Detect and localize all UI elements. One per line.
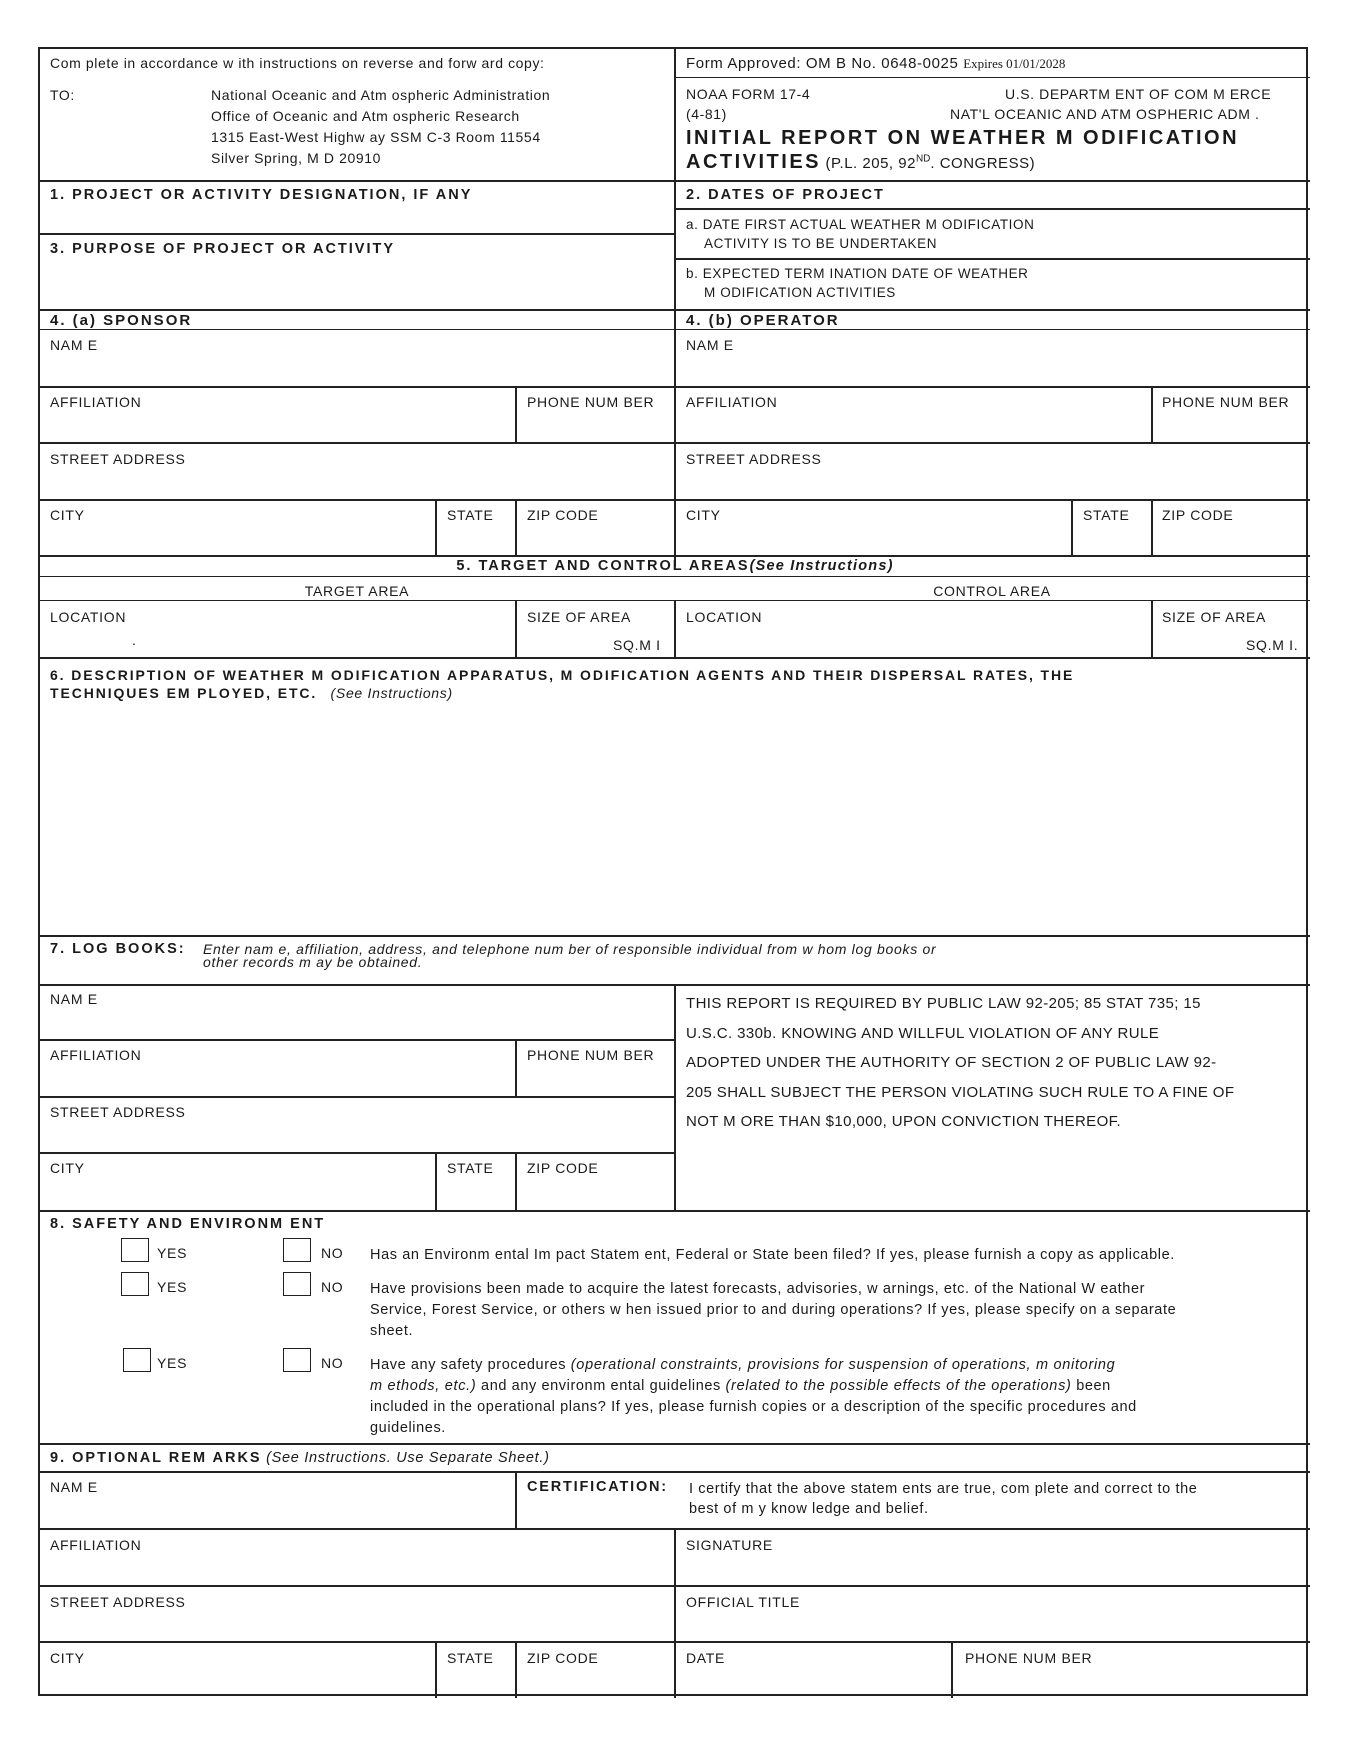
target-size-label: SIZE OF AREA	[527, 609, 632, 625]
termination-date-label: b. EXPECTED TERM INATION DATE OF WEATHER	[686, 266, 1029, 281]
control-size-field[interactable]	[1154, 627, 1242, 655]
divider	[515, 1471, 517, 1528]
optional-remarks-field[interactable]	[676, 1447, 1308, 1467]
weather-modification-form	[38, 47, 1308, 1696]
sponsor-name-field[interactable]	[42, 355, 672, 383]
divider	[40, 1471, 1310, 1473]
divider	[40, 386, 1310, 388]
question-line: m ethods, etc.) and any environm ental guidelines (related to the possible effects of the operations) been	[370, 1378, 1111, 1394]
target-location-field[interactable]	[42, 627, 512, 655]
safety-no-checkbox[interactable]	[283, 1348, 311, 1372]
sponsor-label: 4. (a) SPONSOR	[50, 312, 193, 329]
target-size-field[interactable]	[518, 627, 608, 655]
legal-notice-line: NOT M ORE THAN $10,000, UPON CONVICTION THEREOF.	[686, 1113, 1122, 1130]
control-area-heading: CONTROL AREA	[933, 583, 1051, 599]
section-9-label: 9. OPTIONAL REM ARKS (See Instructions. Use Separate Sheet.)	[50, 1450, 550, 1466]
divider	[515, 386, 517, 442]
safety-yes-checkbox[interactable]	[123, 1348, 151, 1372]
operator-zip-label: ZIP CODE	[1162, 507, 1234, 523]
divider	[674, 309, 676, 567]
divider	[1151, 600, 1153, 657]
certification-label: CERTIFICATION:	[527, 1479, 668, 1495]
operator-affiliation-label: AFFILIATION	[686, 394, 778, 410]
remarks-city-field[interactable]	[42, 1668, 432, 1694]
signature-label: SIGNATURE	[686, 1537, 773, 1553]
expiration-date: Expires 01/01/2028	[963, 56, 1066, 71]
control-location-field[interactable]	[677, 627, 1147, 655]
certifier-phone-label: PHONE NUM BER	[965, 1650, 1093, 1666]
sponsor-state-field[interactable]	[438, 525, 512, 553]
divider	[674, 600, 676, 657]
sponsor-name-label: NAM E	[50, 337, 98, 353]
termination-date-field[interactable]	[1100, 261, 1308, 305]
section-6-label: 6. DESCRIPTION OF WEATHER M ODIFICATION APPARATUS, M ODIFICATION AGENTS AND THEIR DISPERSAL RATES, THE	[50, 667, 1075, 683]
section-2-label: 2. DATES OF PROJECT	[686, 187, 885, 203]
section-1-label: 1. PROJECT OR ACTIVITY DESIGNATION, IF ANY	[50, 187, 473, 203]
divider	[674, 49, 676, 183]
date-label: DATE	[686, 1650, 726, 1666]
log-books-note-cont: other records m ay be obtained.	[203, 954, 423, 970]
sponsor-phone-field[interactable]	[518, 412, 672, 440]
log-city-field[interactable]	[42, 1178, 432, 1206]
question-line: Have provisions been made to acquire the latest forecasts, advisories, w arnings, etc. of the National W eather	[370, 1281, 1146, 1297]
sponsor-zip-field[interactable]	[518, 525, 672, 553]
sponsor-state-label: STATE	[447, 507, 494, 523]
divider	[674, 180, 676, 316]
divider	[40, 1210, 1310, 1212]
operator-affiliation-field[interactable]	[677, 412, 1147, 440]
target-sqmi-unit: SQ.M I	[613, 637, 661, 653]
date-field[interactable]	[677, 1668, 948, 1694]
operator-name-label: NAM E	[686, 337, 734, 353]
divider	[515, 600, 517, 657]
eis-yes-label: YES	[157, 1245, 188, 1261]
project-purpose-field[interactable]	[42, 259, 672, 311]
operator-phone-label: PHONE NUM BER	[1162, 394, 1290, 410]
divider	[40, 657, 1310, 659]
log-city-label: CITY	[50, 1160, 85, 1176]
section-8-label: 8. SAFETY AND ENVIRONM ENT	[50, 1216, 326, 1232]
sponsor-street-label: STREET ADDRESS	[50, 451, 186, 467]
control-location-label: LOCATION	[686, 609, 763, 625]
section-6-label-cont: TECHNIQUES EM PLOYED, ETC. (See Instructions)	[50, 685, 453, 701]
divider	[435, 1152, 437, 1210]
legal-notice	[686, 989, 1234, 1137]
log-street-field[interactable]	[42, 1122, 672, 1150]
instructions-text: Com plete in accordance w ith instructions on reverse and forw ard copy:	[50, 55, 545, 71]
legal-notice-line: 205 SHALL SUBJECT THE PERSON VIOLATING SUCH RULE TO A FINE OF	[686, 1083, 1235, 1101]
divider	[951, 1641, 953, 1698]
divider	[435, 499, 437, 555]
remarks-city-label: CITY	[50, 1650, 85, 1666]
eis-no-label: NO	[321, 1245, 344, 1261]
divider	[515, 1152, 517, 1210]
log-name-field[interactable]	[42, 1009, 672, 1037]
omb-number: Form Approved: OM B No. 0648-0025 Expires 01/01/2028	[686, 55, 1066, 72]
sponsor-city-label: CITY	[50, 507, 85, 523]
divider	[40, 1585, 1310, 1587]
form-number: NOAA FORM 17-4	[686, 86, 811, 102]
control-size-label: SIZE OF AREA	[1162, 609, 1267, 625]
log-street-label: STREET ADDRESS	[50, 1104, 186, 1120]
operator-state-field[interactable]	[1074, 525, 1148, 553]
divider	[1151, 386, 1153, 442]
safety-yes-label: YES	[157, 1355, 188, 1371]
form-title: INITIAL REPORT ON WEATHER M ODIFICATION	[686, 127, 1240, 149]
sponsor-street-field[interactable]	[42, 469, 672, 497]
certifier-phone-field[interactable]	[954, 1668, 1308, 1694]
question-line: included in the operational plans? If yes, please furnish copies or a description of the specific procedures and	[370, 1399, 1137, 1415]
sponsor-zip-label: ZIP CODE	[527, 507, 599, 523]
section-5-label: 5. TARGET AND CONTROL AREAS(See Instructions)	[456, 558, 894, 574]
forecasts-yes-label: YES	[157, 1279, 188, 1295]
sponsor-phone-label: PHONE NUM BER	[527, 394, 655, 410]
operator-street-field[interactable]	[677, 469, 1308, 497]
control-sqmi-unit: SQ.M I.	[1246, 637, 1299, 653]
section-7-label: 7. LOG BOOKS:	[50, 941, 186, 957]
log-books-note: Enter nam e, affiliation, address, and telephone num ber of responsible individual from w hom log books or	[203, 941, 937, 957]
divider	[40, 1039, 674, 1041]
divider	[674, 258, 1310, 260]
official-title-label: OFFICIAL TITLE	[686, 1594, 801, 1610]
divider	[674, 1528, 676, 1698]
divider	[40, 329, 1310, 330]
sponsor-affiliation-label: AFFILIATION	[50, 394, 142, 410]
to-label: TO:	[50, 87, 75, 103]
operator-phone-field[interactable]	[1154, 412, 1308, 440]
operator-city-field[interactable]	[677, 525, 1068, 553]
eis-yes-checkbox[interactable]	[121, 1238, 149, 1262]
question-line: Service, Forest Service, or others w hen issued prior to and during operations? If yes, please specify on a separate	[370, 1302, 1177, 1318]
divider	[40, 499, 1310, 501]
divider	[674, 77, 1310, 78]
legal-notice-line: U.S.C. 330b. KNOWING AND WILLFUL VIOLATION OF ANY RULE	[686, 1024, 1160, 1042]
signature-field[interactable]	[677, 1555, 1308, 1583]
sponsor-city-field[interactable]	[42, 525, 432, 553]
operator-street-label: STREET ADDRESS	[686, 451, 822, 467]
remarks-state-label: STATE	[447, 1650, 494, 1666]
divider	[674, 208, 1310, 210]
official-title-field[interactable]	[677, 1612, 1308, 1640]
log-name-label: NAM E	[50, 991, 98, 1007]
divider	[40, 1641, 1310, 1643]
divider	[40, 233, 674, 235]
question-line: guidelines.	[370, 1420, 446, 1436]
divider	[40, 935, 1310, 937]
divider	[515, 1641, 517, 1698]
date-first-label-cont: ACTIVITY IS TO BE UNDERTAKEN	[704, 236, 938, 251]
log-affiliation-label: AFFILIATION	[50, 1047, 142, 1063]
target-location-label: LOCATION	[50, 609, 127, 625]
divider	[40, 1096, 674, 1098]
remarks-zip-field[interactable]	[518, 1668, 672, 1694]
forecasts-question	[370, 1279, 1176, 1342]
certification-line: I certify that the above statem ents are true, com plete and correct to the	[689, 1481, 1198, 1497]
question-line: sheet.	[370, 1323, 414, 1339]
forecasts-no-label: NO	[321, 1279, 344, 1295]
legal-notice-line: ADOPTED UNDER THE AUTHORITY OF SECTION 2 OF PUBLIC LAW 92-	[686, 1054, 1217, 1071]
log-state-label: STATE	[447, 1160, 494, 1176]
divider	[40, 1443, 1310, 1445]
operator-name-field[interactable]	[677, 355, 1308, 383]
operator-state-label: STATE	[1083, 507, 1130, 523]
divider	[435, 1641, 437, 1698]
log-affiliation-field[interactable]	[42, 1065, 512, 1093]
log-state-field[interactable]	[438, 1178, 512, 1206]
remarks-zip-label: ZIP CODE	[527, 1650, 599, 1666]
form-date: (4-81)	[686, 106, 727, 122]
form-title-line2: ACTIVITIES (P.L. 205, 92ND. CONGRESS)	[686, 151, 1036, 173]
eis-no-checkbox[interactable]	[283, 1238, 311, 1262]
log-zip-field[interactable]	[518, 1178, 672, 1206]
divider	[1151, 499, 1153, 555]
divider	[1071, 499, 1073, 555]
remarks-name-field[interactable]	[42, 1497, 512, 1525]
date-first-label: a. DATE FIRST ACTUAL WEATHER M ODIFICATION	[686, 217, 1035, 232]
remarks-state-field[interactable]	[438, 1668, 512, 1694]
divider	[40, 1152, 674, 1154]
remarks-affiliation-label: AFFILIATION	[50, 1537, 142, 1553]
remarks-street-label: STREET ADDRESS	[50, 1594, 186, 1610]
remarks-affiliation-field[interactable]	[42, 1555, 672, 1583]
forecasts-yes-checkbox[interactable]	[121, 1272, 149, 1296]
safety-no-label: NO	[321, 1355, 344, 1371]
target-area-heading: TARGET AREA	[304, 583, 410, 599]
agency-name: NAT'L OCEANIC AND ATM OSPHERIC ADM .	[950, 106, 1260, 122]
legal-notice-line: THIS REPORT IS REQUIRED BY PUBLIC LAW 92-205; 85 STAT 735; 15	[686, 995, 1201, 1012]
operator-label: 4. (b) OPERATOR	[686, 312, 840, 329]
eis-question: Has an Environm ental Im pact Statem ent, Federal or State been filed? If yes, please furnish a copy as applicable.	[370, 1247, 1175, 1263]
project-designation-field[interactable]	[42, 205, 672, 229]
date-first-field[interactable]	[1100, 211, 1308, 255]
remarks-name-label: NAM E	[50, 1479, 98, 1495]
log-zip-label: ZIP CODE	[527, 1160, 599, 1176]
operator-zip-field[interactable]	[1154, 525, 1308, 553]
address-line: Silver Spring, M D 20910	[211, 150, 382, 166]
safety-question	[370, 1355, 1137, 1439]
operator-city-label: CITY	[686, 507, 721, 523]
certification-text	[689, 1479, 1197, 1519]
address-line: Office of Oceanic and Atm ospheric Research	[211, 108, 520, 124]
target-location-mark: .	[132, 632, 137, 648]
address-line: 1315 East-West Highw ay SSM C-3 Room 11554	[211, 129, 541, 145]
address-line: National Oceanic and Atm ospheric Administration	[211, 87, 551, 103]
divider	[40, 576, 1310, 577]
divider	[515, 1039, 517, 1096]
divider	[674, 984, 676, 1210]
certification-line: best of m y know ledge and belief.	[689, 1501, 929, 1517]
log-phone-field[interactable]	[518, 1065, 672, 1093]
termination-date-label-cont: M ODIFICATION ACTIVITIES	[704, 285, 896, 300]
divider	[515, 499, 517, 555]
question-line: Have any safety procedures (operational constraints, provisions for suspension of operations, m onitoring	[370, 1357, 1116, 1373]
sponsor-affiliation-field[interactable]	[42, 412, 512, 440]
log-phone-label: PHONE NUM BER	[527, 1047, 655, 1063]
remarks-street-field[interactable]	[42, 1612, 672, 1640]
divider	[40, 442, 1310, 444]
apparatus-description-field[interactable]	[42, 709, 1308, 934]
section-3-label: 3. PURPOSE OF PROJECT OR ACTIVITY	[50, 241, 396, 257]
department-name: U.S. DEPARTM ENT OF COM M ERCE	[1005, 86, 1272, 102]
forecasts-no-checkbox[interactable]	[283, 1272, 311, 1296]
